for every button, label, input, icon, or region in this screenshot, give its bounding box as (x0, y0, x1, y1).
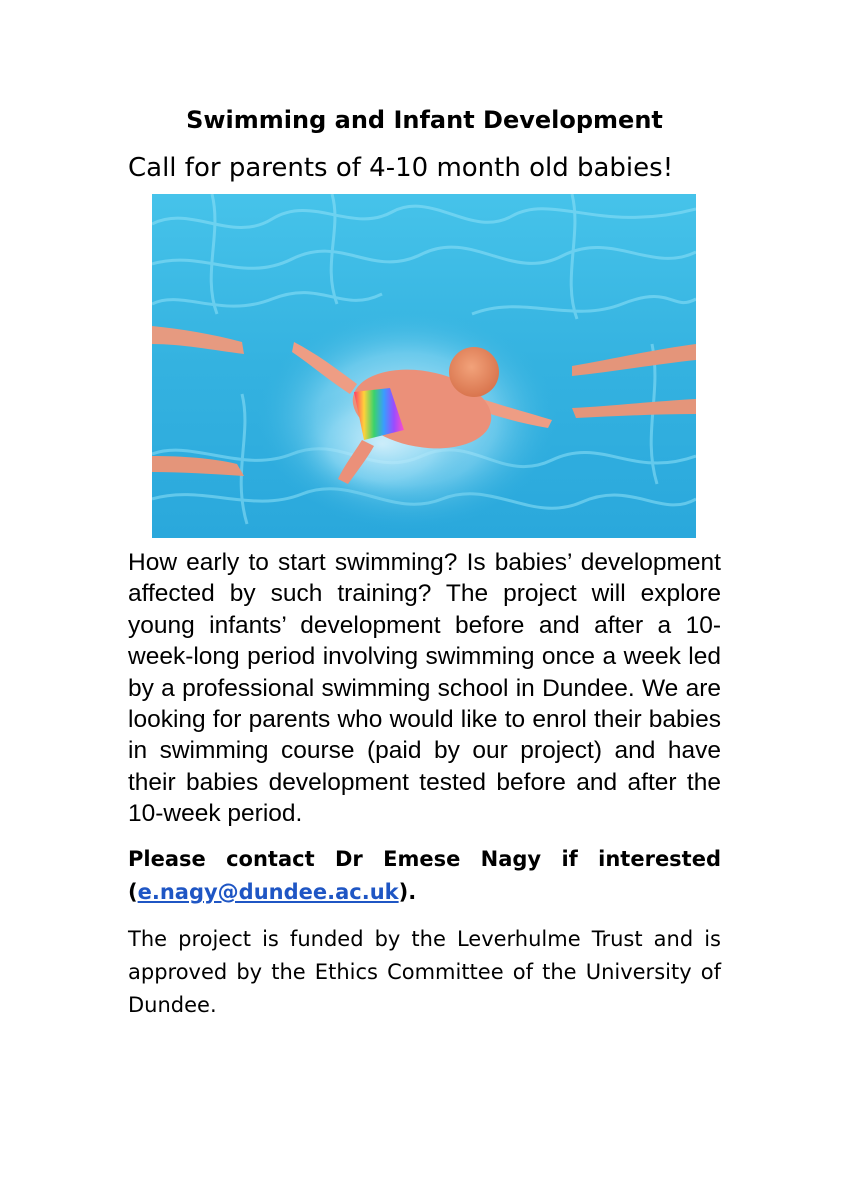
pool-illustration (152, 194, 696, 538)
email-close-paren: ). (398, 880, 417, 904)
contact-line: Please contact Dr Emese Nagy if interested (128, 847, 721, 871)
baby-swimming-photo (152, 194, 696, 538)
email-open-paren: ( (128, 880, 138, 904)
email-link[interactable]: e.nagy@dundee.ac.uk (137, 880, 399, 904)
page-title: Swimming and Infant Development (186, 106, 663, 134)
contact-paragraph (128, 843, 721, 909)
subtitle: Call for parents of 4-10 month old babies! (128, 153, 674, 183)
baby-head (449, 347, 499, 397)
body-paragraph: How early to start swimming? Is babies’ development affected by such training? The project will explore young infants’ development before and after a 10-week-long period involving swimming once a week led by a professional swimming school in Dundee. We are looking for parents who would like to enrol their babies in swimming course (paid by our project) and have their babies development tested before and after the 10-week period. (128, 549, 721, 828)
funding-paragraph: The project is funded by the Leverhulme Trust and is approved by the Ethics Committee of the University of Dundee. (128, 927, 721, 1017)
